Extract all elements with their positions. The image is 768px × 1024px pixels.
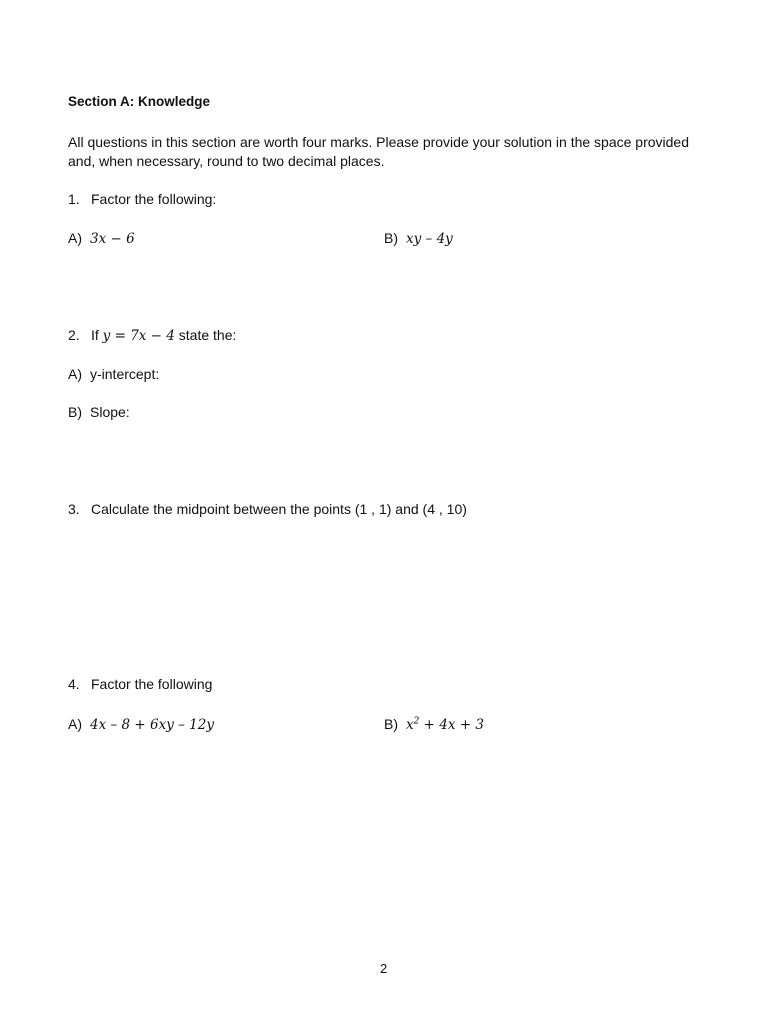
question-2 — [68, 327, 236, 344]
question-2-part-a — [68, 366, 159, 382]
section-intro: All questions in this section are worth four marks. Please provide your solution in the space provided and, when necessary, round to two decimal places. — [68, 134, 689, 169]
question-4-part-a — [68, 716, 214, 733]
question-prompt: Factor the following: — [91, 191, 217, 207]
part-label: B) — [384, 716, 398, 732]
question-prompt-suffix: state the: — [178, 327, 237, 343]
question-number: 4. — [68, 676, 80, 692]
question-number: 1. — [68, 191, 80, 207]
section-title: Section A: Knowledge — [68, 94, 211, 109]
part-text: Slope: — [90, 404, 130, 420]
part-label: A) — [68, 230, 82, 246]
math-exponent: 2 — [413, 716, 420, 727]
question-prompt: Factor the following — [91, 676, 213, 692]
question-4-part-b — [384, 716, 484, 733]
question-3 — [68, 501, 467, 517]
math-expression — [406, 717, 484, 733]
question-2-part-b — [68, 404, 130, 420]
question-number: 2. — [68, 327, 80, 343]
question-1 — [68, 191, 216, 207]
question-1-part-a — [68, 230, 135, 247]
question-prompt: Calculate the midpoint between the points (1 , 1) and (4 , 10) — [91, 501, 467, 517]
question-number: 3. — [68, 501, 80, 517]
math-base: x — [406, 717, 414, 733]
math-expression: 3x − 6 — [90, 231, 135, 247]
page-number: 2 — [380, 961, 388, 976]
part-label: B) — [384, 230, 398, 246]
math-rest: + 4x + 3 — [419, 717, 484, 733]
question-4 — [68, 676, 212, 692]
math-expression: xy – 4y — [406, 231, 453, 247]
math-expression: y = 7x − 4 — [102, 328, 175, 344]
math-expression: 4x – 8 + 6xy – 12y — [90, 717, 214, 733]
question-1-part-b — [384, 230, 453, 247]
part-label: A) — [68, 716, 82, 732]
part-label: A) — [68, 366, 82, 382]
part-text: y-intercept: — [90, 366, 160, 382]
question-prompt-prefix: If — [91, 327, 99, 343]
part-label: B) — [68, 404, 82, 420]
